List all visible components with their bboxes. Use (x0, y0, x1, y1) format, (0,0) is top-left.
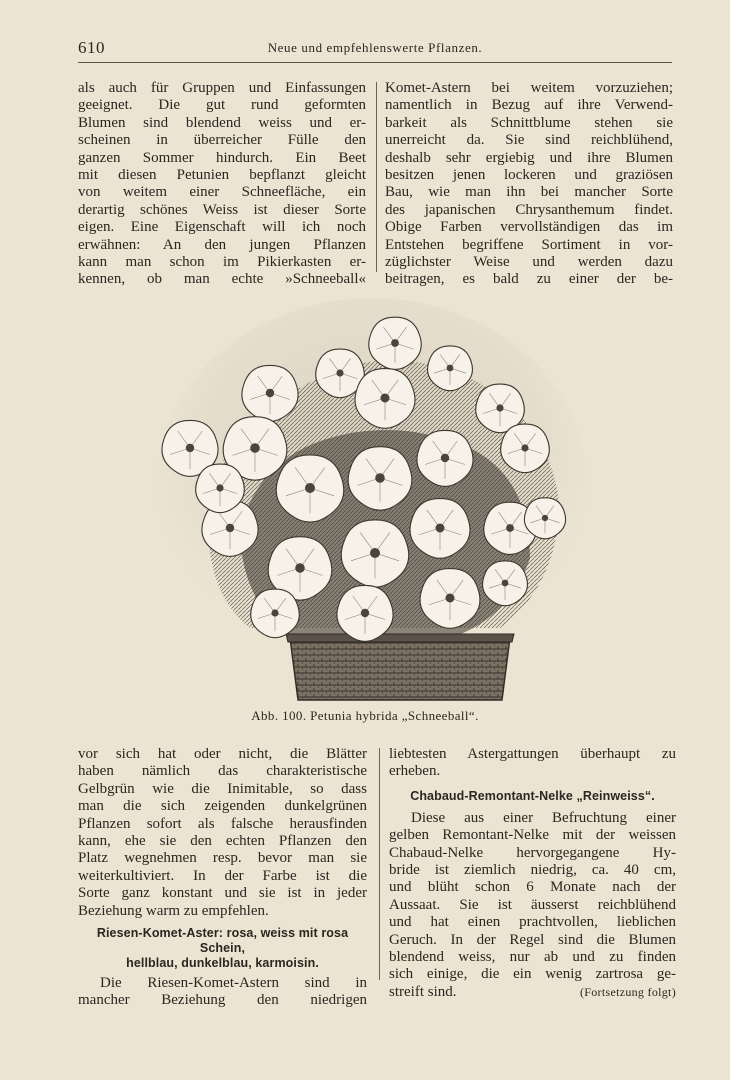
text-line: besitzen jenen lockeren und graziösen (385, 167, 673, 184)
text-line: Komet-Astern bei weitem vorzuziehen; (385, 80, 673, 96)
page-number: 610 (78, 38, 105, 57)
basket-rim (286, 634, 514, 642)
petunia-blossom (501, 424, 550, 473)
text-line: des japanischen Chrysanthemum findet. (385, 201, 673, 218)
figure-caption: Abb. 100. Petunia hybrida „Schneeball“. (251, 708, 479, 723)
text-line: und blüht schon 6 Monate nach der (389, 879, 676, 896)
text-line-end: streift sind. (389, 983, 457, 1000)
petunia-blossom (242, 365, 298, 421)
text-line: weiterkultiviert. In der Farbe ist die (78, 867, 367, 884)
petunia-blossom (428, 346, 473, 391)
text-line: züglichster Weise und werden dazu (385, 254, 673, 271)
petunia-blossom (369, 317, 421, 369)
text-line: und hat einen prachtvollen, lieblichen (389, 914, 676, 931)
text-line: sich einige, die ein wenig zartrosa ge- (389, 966, 676, 983)
text-line: deshalb sehr ergiebig und ihre Blumen (385, 149, 673, 166)
text-line: unerreicht da. Sie sind reichblühend, (385, 132, 673, 149)
text-column-top-left (78, 80, 366, 289)
petunia-blossom (410, 499, 470, 559)
text-line: geeignet. Die gut rund geformten (78, 97, 366, 114)
text-line: Blumen sind blendend weiss und er- (78, 114, 366, 131)
text-line: Die Riesen-Komet-Astern sind in (100, 975, 367, 992)
petunia-blossom (524, 498, 565, 539)
text-line: kann, ehe sie den echten Pflanzen den (78, 833, 367, 850)
continued-note: (Fortsetzung folgt) (579, 984, 676, 999)
petunia-blossom (483, 561, 528, 606)
petunia-blossom (341, 520, 408, 587)
text-line: als auch für Gruppen und Einfassungen (78, 80, 366, 96)
column-divider (379, 748, 380, 980)
text-line: barkeit als Schnittblume stehen sie (385, 114, 673, 131)
text-line: Gelbgrün wie die Inimitable, so dass (78, 780, 367, 797)
text-line: scheinen in überreicher Fülle den (78, 132, 366, 149)
page-header (78, 38, 672, 63)
petunia-illustration (150, 298, 595, 703)
text-line: namentlich in Bezug auf ihre Verwend- (385, 97, 673, 114)
text-line: eigen. Eine Eigenschaft will ich noch (78, 219, 366, 236)
text-line: Pflanzen sofort als falsche herausfinden (78, 815, 367, 832)
text-line: Geruch. In der Regel sind die Blumen (389, 931, 676, 948)
text-line: derartig schönes Weiss ist dieser Sorte (78, 201, 366, 218)
petunia-blossom (355, 369, 415, 429)
text-line: ganzen Sommer hindurch. Ein Beet (78, 149, 366, 166)
text-column-top-right (385, 80, 673, 289)
basket (290, 638, 510, 700)
heading-line: Riesen-Komet-Aster: rosa, weiss mit rosa Schein, (96, 926, 349, 956)
text-line: bride ist ziemlich niedrig, ca. 40 cm, (389, 862, 676, 879)
petunia-blossom (417, 430, 473, 486)
section-heading-aster (78, 926, 367, 971)
text-line: gelben Remontant-Nelke mit der weissen (389, 827, 676, 844)
text-line: kann man schon im Pikierkasten er- (78, 254, 366, 271)
text-line: Entstehen begriffene Sortiment in vor- (385, 236, 673, 253)
text-line: Sorte ganz konstant und sie ist in jeder (78, 885, 367, 902)
running-title: Neue und empfehlenswerte Pflanzen. (267, 40, 483, 55)
text-column-bottom-left (78, 746, 367, 1010)
text-line: Beziehung warm zu empfehlen. (78, 902, 269, 919)
text-column-bottom-right (389, 746, 676, 1001)
text-line: erheben. (389, 763, 441, 780)
text-line: Aussaat. Sie ist äusserst reichblühend (389, 896, 676, 913)
text-line: kennen, ob man echte »Schneeball« (78, 271, 366, 288)
text-line: vor sich hat oder nicht, die Blätter (78, 746, 367, 762)
text-line: mancher Beziehung den niedrigen (78, 992, 367, 1009)
text-line: liebtesten Astergattungen überhaupt zu (389, 746, 676, 762)
petunia-blossom (420, 569, 480, 629)
text-line: man die sich zeigenden dunkelgrünen (78, 798, 367, 815)
text-line: mit diesen Petunien bepflanzt gleicht (78, 167, 366, 184)
text-line: von weitem einer Schneefläche, ein (78, 184, 366, 201)
text-line: blendend weiss, nur ab und zu finden (389, 949, 676, 966)
text-line: beitragen, es bald zu einer der be- (385, 271, 673, 288)
section-heading-nelke: Chabaud-Remontant-Nelke „Reinweiss“. (410, 788, 655, 803)
text-line (389, 984, 676, 1001)
petunia-blossom (251, 589, 300, 638)
text-line: erwähnen: An den jungen Pflanzen (78, 236, 366, 253)
text-line: Chabaud-Nelke hervorgegangene Hy- (389, 844, 676, 861)
petunia-blossom (337, 585, 393, 641)
petunia-blossom (276, 455, 343, 522)
column-divider (376, 82, 377, 272)
text-line: haben nämlich das charakteristische (78, 763, 367, 780)
petunia-blossom (348, 447, 412, 511)
text-line: Platz wegnehmen resp. bevor man sie (78, 850, 367, 867)
heading-line: hellblau, dunkelblau, karmoisin. (126, 956, 319, 971)
text-line: Diese aus einer Befruchtung einer (411, 809, 676, 826)
text-line: Obige Farben vervollständigen das im (385, 219, 673, 236)
text-line: Bau, wie man ihn bei mancher Sorte (385, 184, 673, 201)
petunia-blossom (196, 464, 245, 513)
